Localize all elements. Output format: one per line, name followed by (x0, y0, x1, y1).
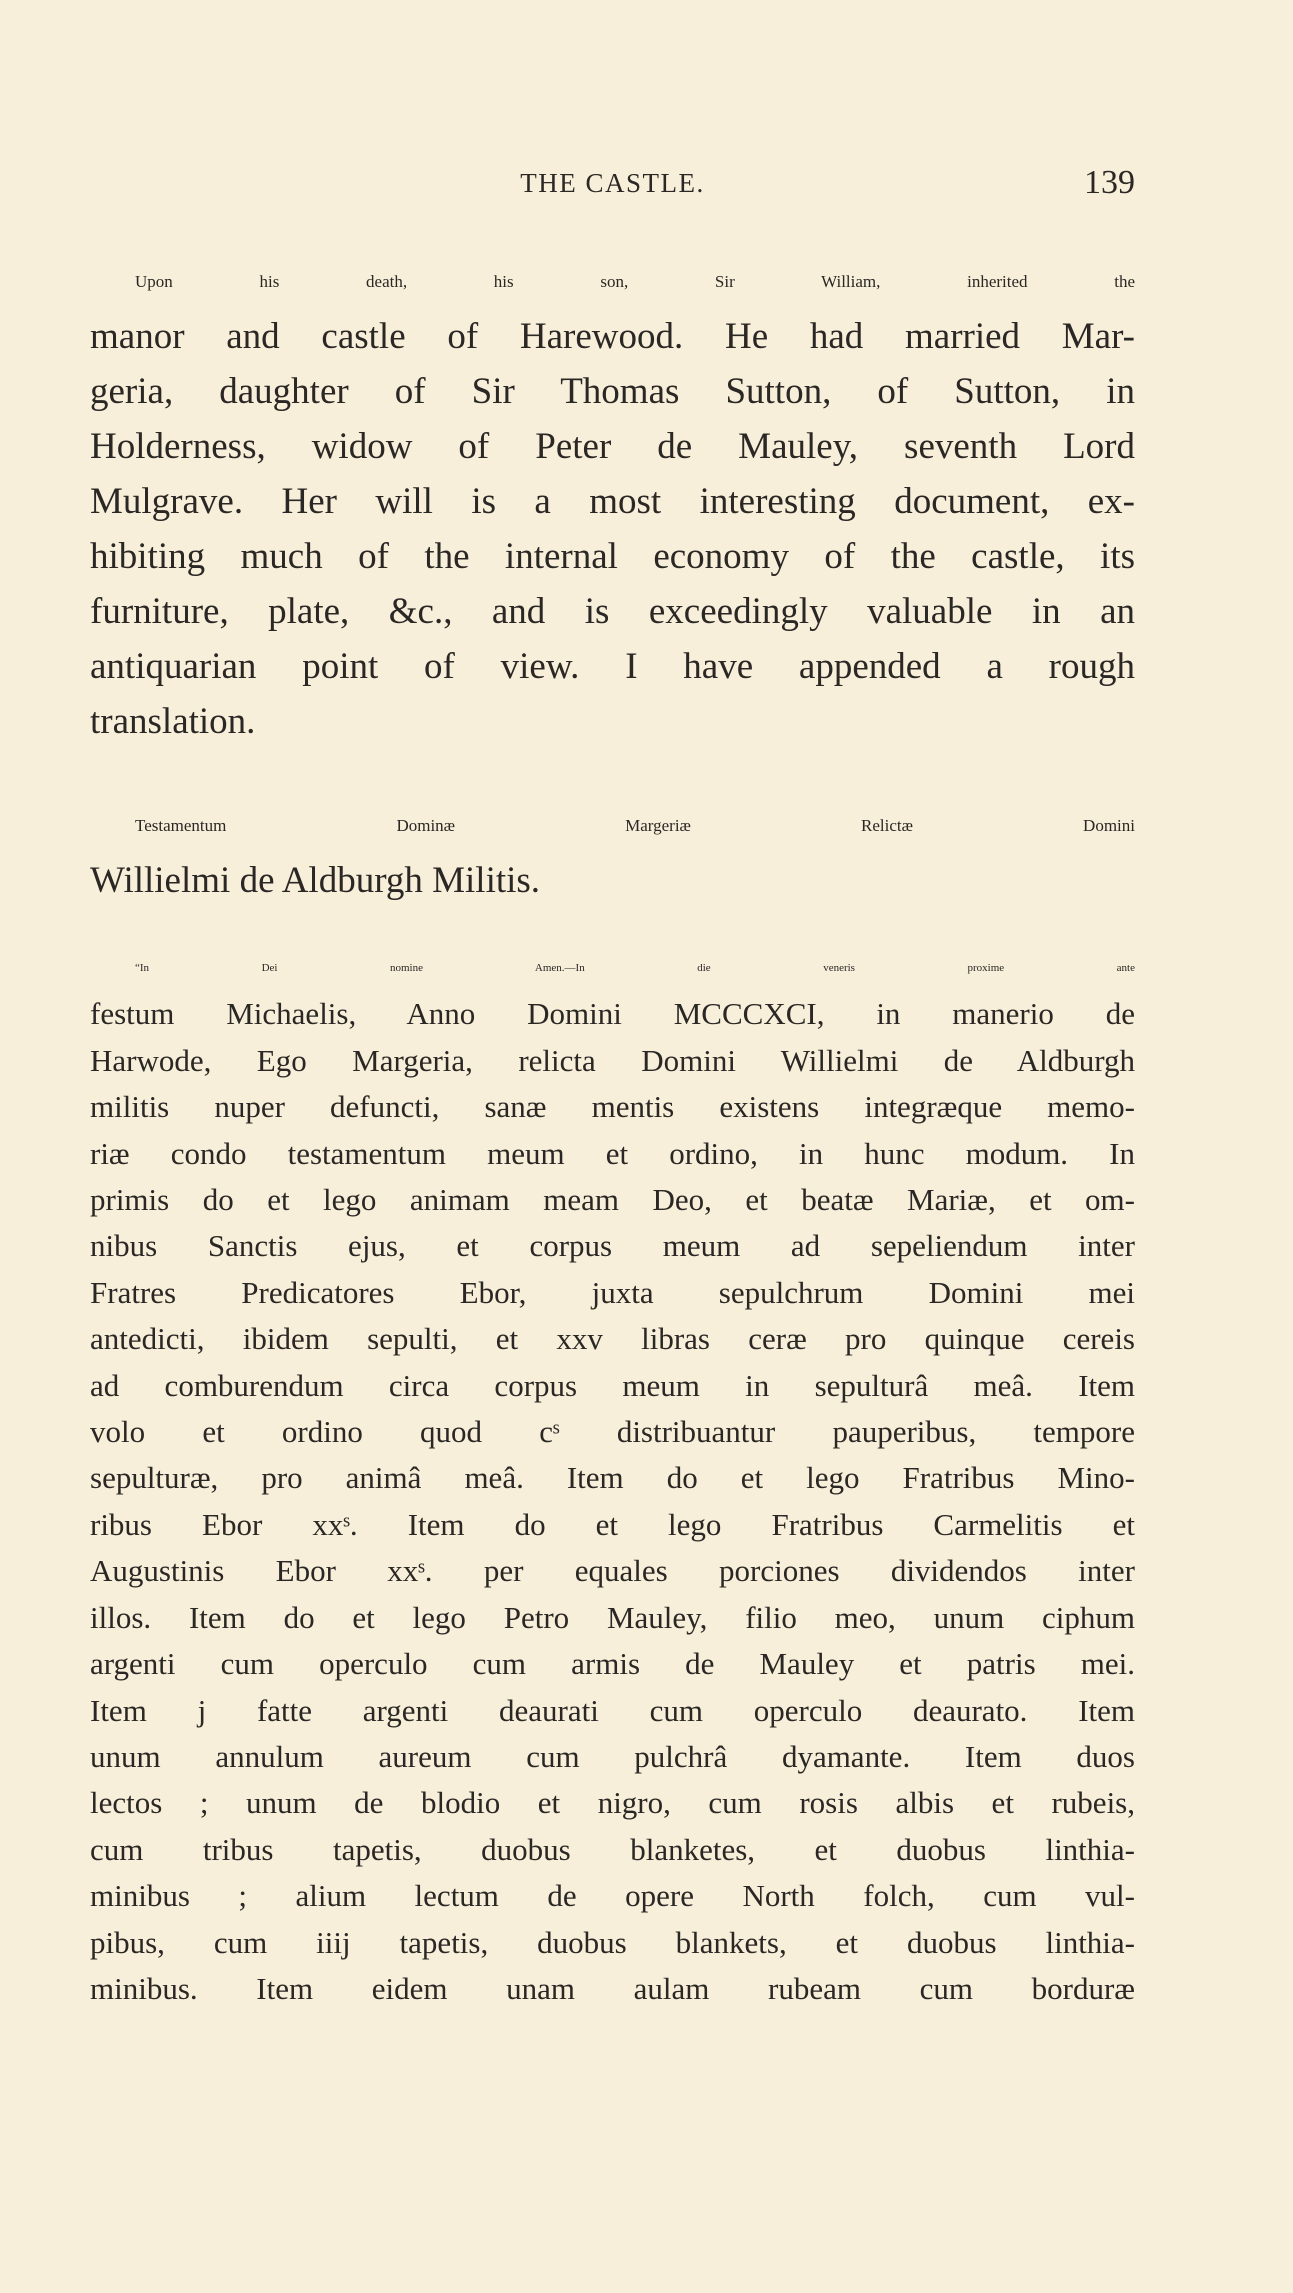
text-line: furniture, plate, &c., and is exceedingly valuable in an (90, 591, 1135, 632)
latin-line: cum tribus tapetis, duobus blanketes, et duobus linthia- (90, 1831, 1135, 1867)
text-line: Mulgrave. Her will is a most interesting document, ex- (90, 481, 1135, 522)
latin-line: illos. Item do et lego Petro Mauley, filio meo, unum ciphum (90, 1599, 1135, 1635)
latin-line: lectos ; unum de blodio et nigro, cum rosis albis et rubeis, (90, 1785, 1135, 1821)
latin-line: primis do et lego animam meam Deo, et beatæ Mariæ, et om- (90, 1182, 1135, 1218)
latin-line: antedicti, ibidem sepulti, et xxv libras ceræ pro quinque cereis (90, 1321, 1135, 1357)
latin-line: nibus Sanctis ejus, et corpus meum ad sepeliendum inter (90, 1228, 1135, 1264)
heading-line: Willielmi de Aldburgh Militis. (90, 860, 541, 901)
latin-line: militis nuper defuncti, sanæ mentis existens integræque memo- (90, 1089, 1135, 1125)
text-line: translation. (90, 701, 256, 742)
latin-line: Augustinis Ebor xxˢ. per equales porciones dividendos inter (90, 1553, 1135, 1589)
page-number: 139 (1084, 164, 1135, 201)
text-line: antiquarian point of view. I have appended a rough (90, 646, 1135, 687)
latin-line: volo et ordino quod cˢ distribuantur pauperibus, tempore (90, 1414, 1135, 1450)
latin-line: minibus. Item eidem unam aulam rubeam cum borduræ (90, 1970, 1135, 2006)
running-title: THE CASTLE. (520, 168, 705, 198)
latin-line: minibus ; alium lectum de opere North folch, cum vul- (90, 1878, 1135, 1914)
running-head (90, 164, 1135, 208)
paragraph-intro (90, 254, 1135, 749)
text-line: Holderness, widow of Peter de Mauley, seventh Lord (90, 426, 1135, 467)
latin-line: sepulturæ, pro animâ meâ. Item do et lego Fratribus Mino- (90, 1460, 1135, 1496)
latin-line: Item j fatte argenti deaurati cum operculo deaurato. Item (90, 1692, 1135, 1728)
latin-line: “In Dei nomine Amen.—In die veneris proxime ante (135, 962, 1135, 974)
latin-line: pibus, cum iiij tapetis, duobus blankets, et duobus linthia- (90, 1924, 1135, 1960)
latin-line: argenti cum operculo cum armis de Mauley et patris mei. (90, 1646, 1135, 1682)
latin-line: ribus Ebor xxˢ. Item do et lego Fratribus Carmelitis et (90, 1506, 1135, 1542)
latin-line: festum Michaelis, Anno Domini MCCCXCI, in manerio de (90, 996, 1135, 1032)
latin-line: unum annulum aureum cum pulchrâ dyamante. Item duos (90, 1738, 1135, 1774)
text-line: hibiting much of the internal economy of the castle, its (90, 536, 1135, 577)
latin-testament-text (90, 945, 1135, 2012)
text-line: Upon his death, his son, Sir William, inherited the (135, 272, 1135, 291)
text-line: geria, daughter of Sir Thomas Sutton, of Sutton, in (90, 371, 1135, 412)
latin-line: riæ condo testamentum meum et ordino, in hunc modum. In (90, 1135, 1135, 1171)
latin-line: Harwode, Ego Margeria, relicta Domini Willielmi de Aldburgh (90, 1042, 1135, 1078)
heading-line: Testamentum Dominæ Margeriæ Relictæ Domini (135, 816, 1135, 835)
latin-line: Fratres Predicatores Ebor, juxta sepulchrum Domini mei (90, 1274, 1135, 1310)
latin-line: ad comburendum circa corpus meum in sepulturâ meâ. Item (90, 1367, 1135, 1403)
testament-heading (90, 798, 1135, 908)
text-line: manor and castle of Harewood. He had married Mar- (90, 316, 1135, 357)
